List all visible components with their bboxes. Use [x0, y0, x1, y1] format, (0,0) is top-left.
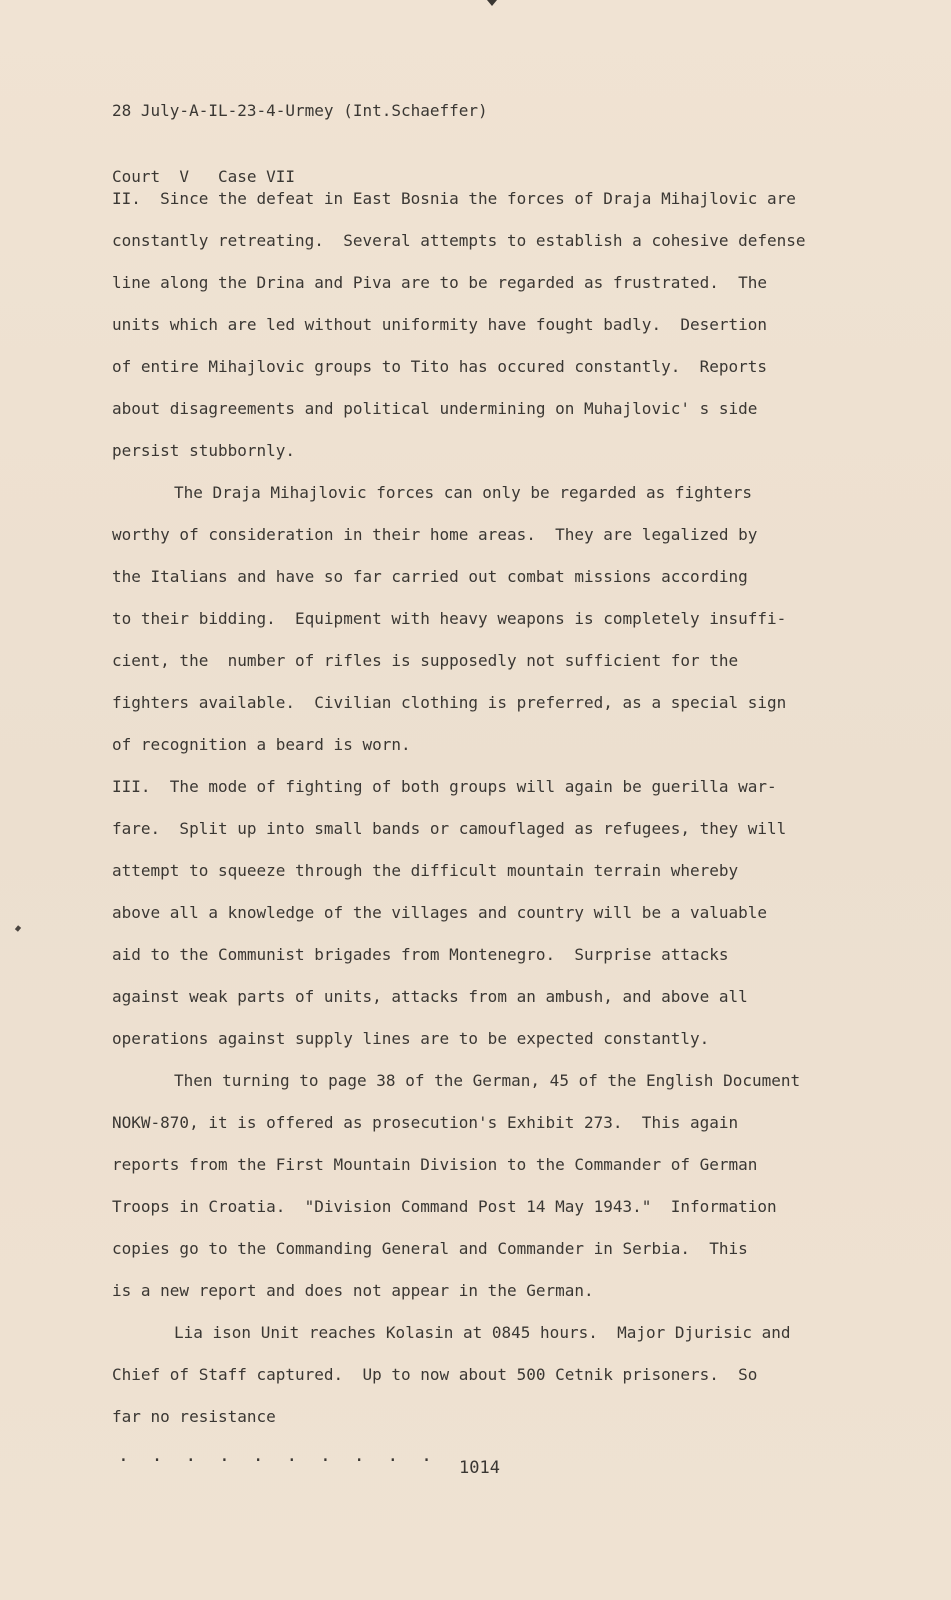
body-line: to their bidding. Equipment with heavy weapons is completely insuffi-: [112, 609, 787, 628]
body-line: about disagreements and political undermining on Muhajlovic' s side: [112, 399, 758, 418]
body-line: worthy of consideration in their home areas. They are legalized by: [112, 525, 758, 544]
body-line: Lia ison Unit reaches Kolasin at 0845 hours. Major Djurisic and: [174, 1323, 791, 1342]
body-line: fare. Split up into small bands or camouflaged as refugees, they will: [112, 819, 787, 838]
body-line: Troops in Croatia. "Division Command Post 14 May 1943." Information: [112, 1197, 777, 1216]
body-line: above all a knowledge of the villages and country will be a valuable: [112, 903, 768, 922]
body-line: operations against supply lines are to be expected constantly.: [112, 1029, 710, 1048]
body-line: aid to the Communist brigades from Montenegro. Surprise attacks: [112, 945, 729, 964]
body-line: cient, the number of rifles is supposedly not sufficient for the: [112, 651, 739, 670]
continuation-ellipsis: . . . . . . . . . .: [118, 1445, 438, 1466]
body-line: Chief of Staff captured. Up to now about 500 Cetnik prisoners. So: [112, 1365, 758, 1384]
header-court-case-line: Court V Case VII: [112, 167, 296, 186]
body-line: II. Since the defeat in East Bosnia the forces of Draja Mihajlovic are: [112, 189, 796, 208]
document-body: [112, 178, 852, 1438]
body-line: attempt to squeeze through the difficult mountain terrain whereby: [112, 861, 739, 880]
body-line: is a new report and does not appear in the German.: [112, 1281, 594, 1300]
header-reference-line: 28 July-A-IL-23-4-Urmey (Int.Schaeffer): [112, 101, 488, 120]
page-number: 1014: [459, 1458, 500, 1478]
body-line: NOKW-870, it is offered as prosecution's Exhibit 273. This again: [112, 1113, 739, 1132]
binding-mark: [487, 0, 497, 6]
body-line: Then turning to page 38 of the German, 45 of the English Document: [174, 1071, 801, 1090]
body-line: reports from the First Mountain Division to the Commander of German: [112, 1155, 758, 1174]
body-line: The Draja Mihajlovic forces can only be regarded as fighters: [174, 483, 752, 502]
body-line: copies go to the Commanding General and Commander in Serbia. This: [112, 1239, 748, 1258]
body-line: against weak parts of units, attacks from an ambush, and above all: [112, 987, 748, 1006]
stray-ink-mark: [15, 925, 21, 931]
body-line: line along the Drina and Piva are to be regarded as frustrated. The: [112, 273, 768, 292]
body-line: persist stubbornly.: [112, 441, 296, 460]
body-line: constantly retreating. Several attempts to establish a cohesive defense: [112, 231, 806, 250]
body-line: fighters available. Civilian clothing is preferred, as a special sign: [112, 693, 787, 712]
body-line: the Italians and have so far carried out combat missions according: [112, 567, 748, 586]
body-line: far no resistance: [112, 1407, 276, 1426]
body-line: III. The mode of fighting of both groups will again be guerilla war-: [112, 777, 777, 796]
body-line: of entire Mihajlovic groups to Tito has occured constantly. Reports: [112, 357, 768, 376]
body-line: of recognition a beard is worn.: [112, 735, 411, 754]
body-line: units which are led without uniformity have fought badly. Desertion: [112, 315, 768, 334]
